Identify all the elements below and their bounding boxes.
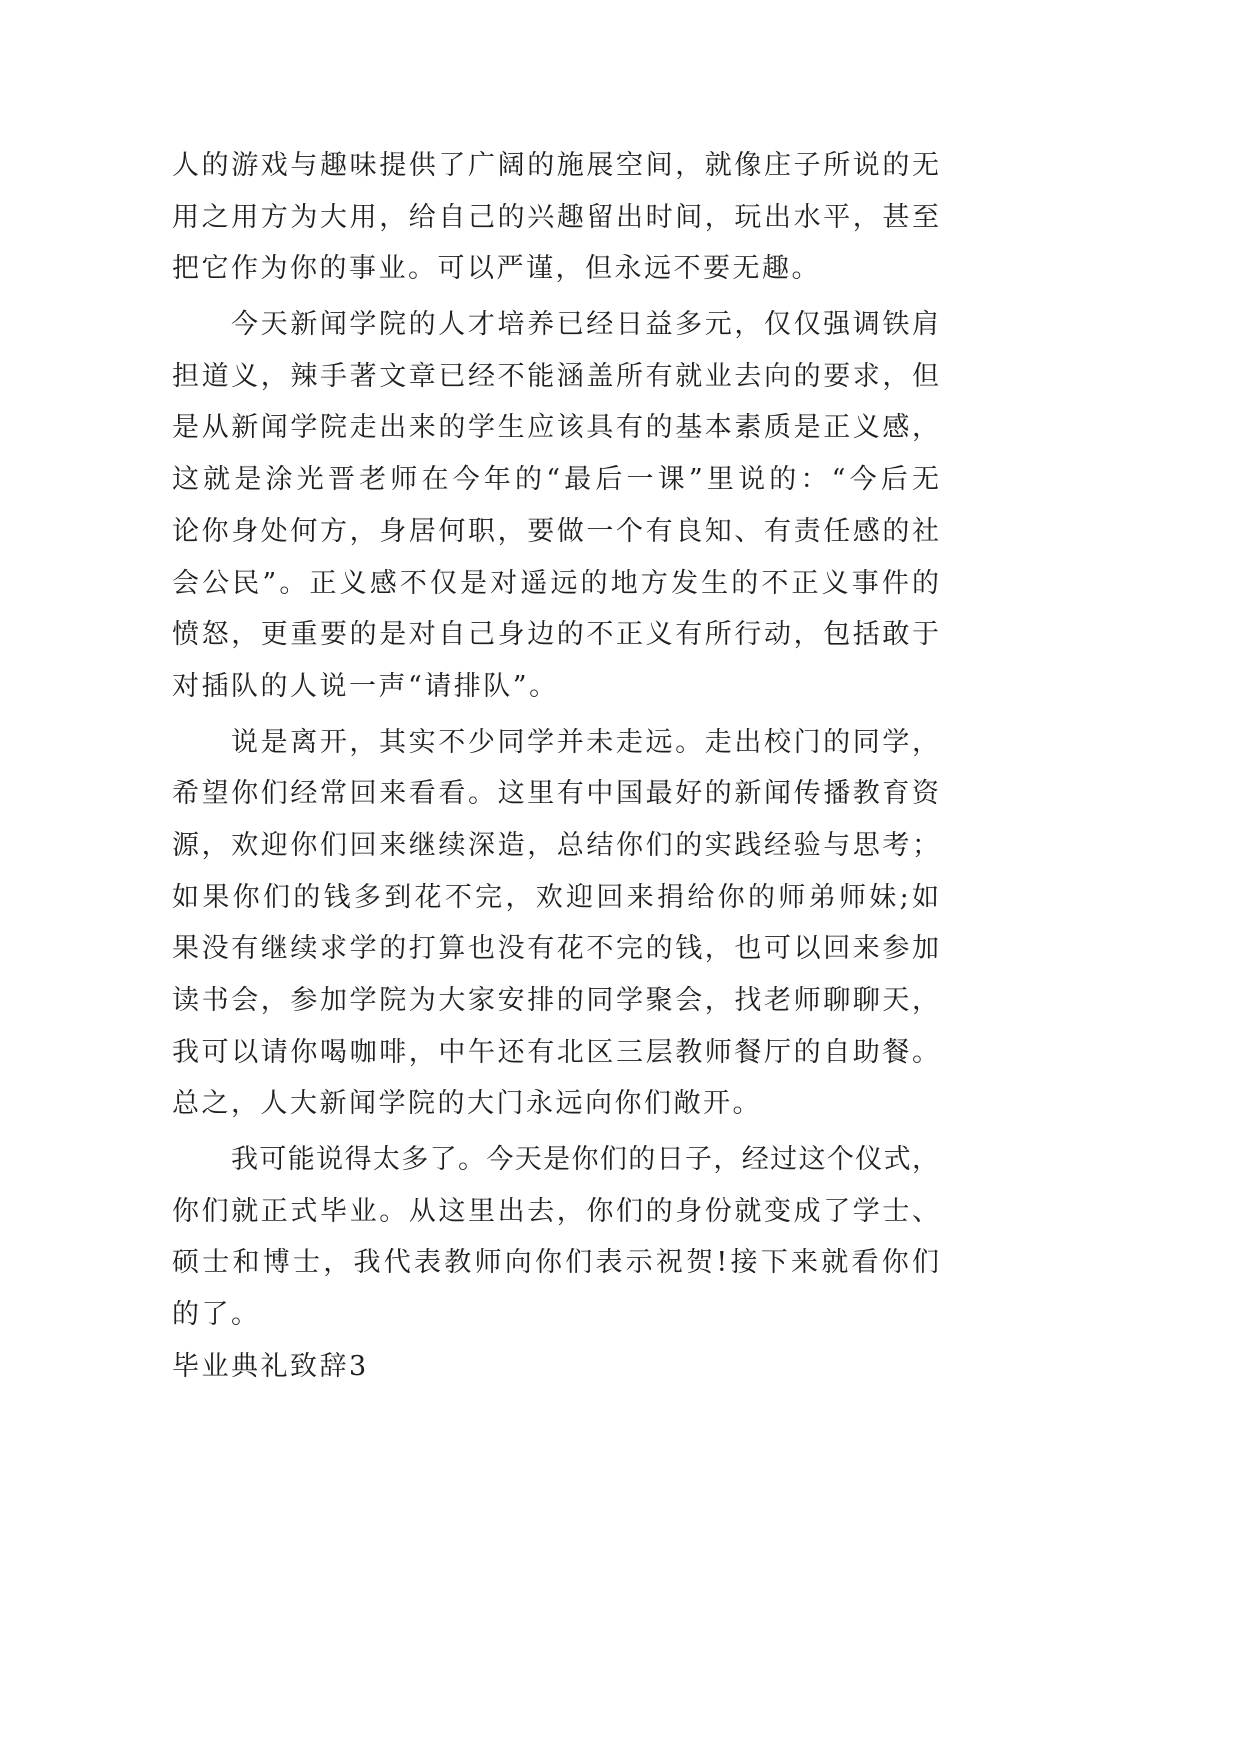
text-line: 今天新闻学院的人才培养已经日益多元，仅仅强调铁肩 <box>231 309 940 341</box>
text-line: 用之用方为大用，给自己的兴趣留出时间，玩出水平，甚至 <box>172 201 940 233</box>
text-line: 这就是涂光晋老师在今年的“最后一课”里说的：“今后无 <box>172 464 940 496</box>
text-line: 的了。 <box>172 1299 261 1331</box>
text-line: 果没有继续求学的打算也没有花不完的钱，也可以回来参加 <box>172 933 940 965</box>
text-line: 论你身处何方，身居何职，要做一个有良知、有责任感的社 <box>172 515 940 547</box>
text-line: 会公民”。正义感不仅是对遥远的地方发生的不正义事件的 <box>172 567 940 599</box>
section-heading: 毕业典礼致辞3 <box>172 1350 369 1382</box>
text-line: 是从新闻学院走出来的学生应该具有的基本素质是正义感， <box>172 412 940 444</box>
paragraph <box>172 140 940 295</box>
text-line: 把它作为你的事业。可以严谨，但永远不要无趣。 <box>172 253 821 285</box>
text-line: 读书会，参加学院为大家安排的同学聚会，找老师聊聊天， <box>172 985 940 1016</box>
text-line: 我可能说得太多了。今天是你们的日子，经过这个仪式， <box>231 1144 940 1176</box>
text-line: 源，欢迎你们回来继续深造，总结你们的实践经验与思考； <box>172 829 940 861</box>
paragraph <box>172 299 940 713</box>
text-line: 硕士和博士，我代表教师向你们表示祝贺!接下来就看你们 <box>172 1247 940 1279</box>
text-line: 如果你们的钱多到花不完，欢迎回来捐给你的师弟师妹;如 <box>172 881 940 913</box>
text-line: 说是离开，其实不少同学并未走远。走出校门的同学， <box>231 726 940 758</box>
text-line: 我可以请你喝咖啡，中午还有北区三层教师餐厅的自助餐。 <box>172 1036 940 1068</box>
text-line: 对插队的人说一声“请排队”。 <box>172 670 559 702</box>
text-line: 担道义，辣手著文章已经不能涵盖所有就业去向的要求，但 <box>172 360 940 392</box>
paragraph <box>172 717 940 1131</box>
paragraph <box>172 1134 940 1341</box>
text-line: 总之，人大新闻学院的大门永远向你们敞开。 <box>172 1088 762 1120</box>
text-line: 愤怒，更重要的是对自己身边的不正义有所行动，包括敢于 <box>172 619 940 651</box>
text-line: 你们就正式毕业。从这里出去，你们的身份就变成了学士、 <box>172 1195 940 1227</box>
text-line: 希望你们经常回来看看。这里有中国最好的新闻传播教育资 <box>172 778 940 810</box>
document-body <box>172 140 940 1393</box>
text-line: 人的游戏与趣味提供了广阔的施展空间，就像庄子所说的无 <box>172 150 940 181</box>
